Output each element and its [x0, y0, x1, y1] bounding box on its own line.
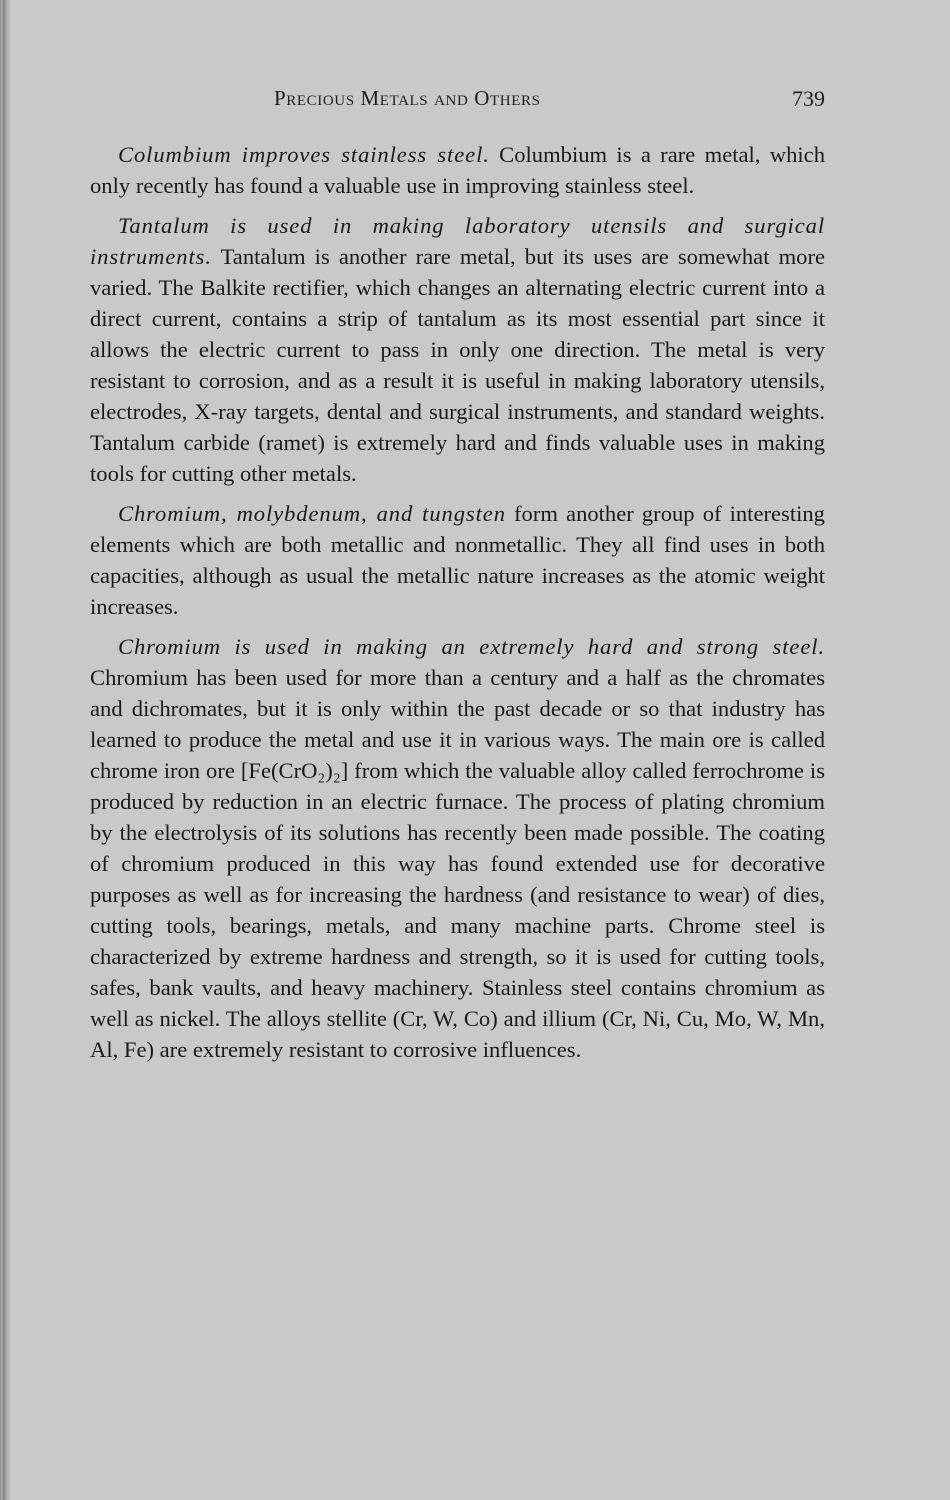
paragraph-tantalum: [90, 210, 825, 489]
page-number: 739: [792, 86, 825, 111]
running-head: [90, 86, 825, 116]
paragraph-lead: Chromium, molybdenum, and tungsten: [118, 501, 506, 526]
body-text: [90, 139, 825, 1074]
paragraph-lead: Columbium improves stainless steel.: [118, 142, 490, 167]
paragraph-text: Tantalum is another rare metal, but its uses are somewhat more varied. The Balkite rectifier, which changes an alternating electric current into a direct current, contains a strip of tantalum as its most essential part since it allows the electric current to pass in only one direction. The metal is very resistant to corrosion, and as a result it is useful in making laboratory utensils, electrodes, X-ray targets, dental and surgical instruments, and standard weights. Tantalum carbide (ramet) is extremely hard and finds valuable uses in making tools for cutting other metals.: [90, 244, 825, 486]
book-binding-edge: [0, 0, 10, 1500]
paragraph-lead: Tantalum is used in making laboratory utensils and surgical instruments.: [90, 213, 825, 269]
paragraph-text: form another group of interesting elements which are both metallic and nonmetallic. They all find uses in both capacities, although as usual the metallic nature increases as the atomic weight increases.: [90, 501, 825, 619]
paragraph-text: Columbium is a rare metal, which only recently has found a valuable use in improving stainless steel.: [90, 142, 825, 198]
paragraph-text: Chromium has been used for more than a century and a half as the chromates and dichromates, but it is only within the past decade or so that industry has learned to produce the metal and use it in various ways. The main ore is called chrome iron ore [Fe(CrO₂)₂] from which the valuable alloy called ferrochrome is produced by reduction in an electric furnace. The process of plating chromium by the electrolysis of its solutions has recently been made possible. The coating of chromium produced in this way has found extended use for decorative purposes as well as for increasing the hardness (and resistance to wear) of dies, cutting tools, bearings, metals, and many machine parts. Chrome steel is characterized by extreme hardness and strength, so it is used for cutting tools, safes, bank vaults, and heavy machinery. Stainless steel contains chromium as well as nickel. The alloys stellite (Cr, W, Co) and illium (Cr, Ni, Cu, Mo, W, Mn, Al, Fe) are extremely resistant to corrosive influences.: [90, 665, 825, 1062]
running-title: Precious Metals and Others: [274, 86, 541, 110]
paragraph-chromium-steel: [90, 631, 825, 1065]
paragraph-lead: Chromium is used in making an extremely hard and strong steel.: [118, 634, 825, 659]
paragraph-chromium-group: [90, 498, 825, 622]
paragraph-columbium: [90, 139, 825, 201]
